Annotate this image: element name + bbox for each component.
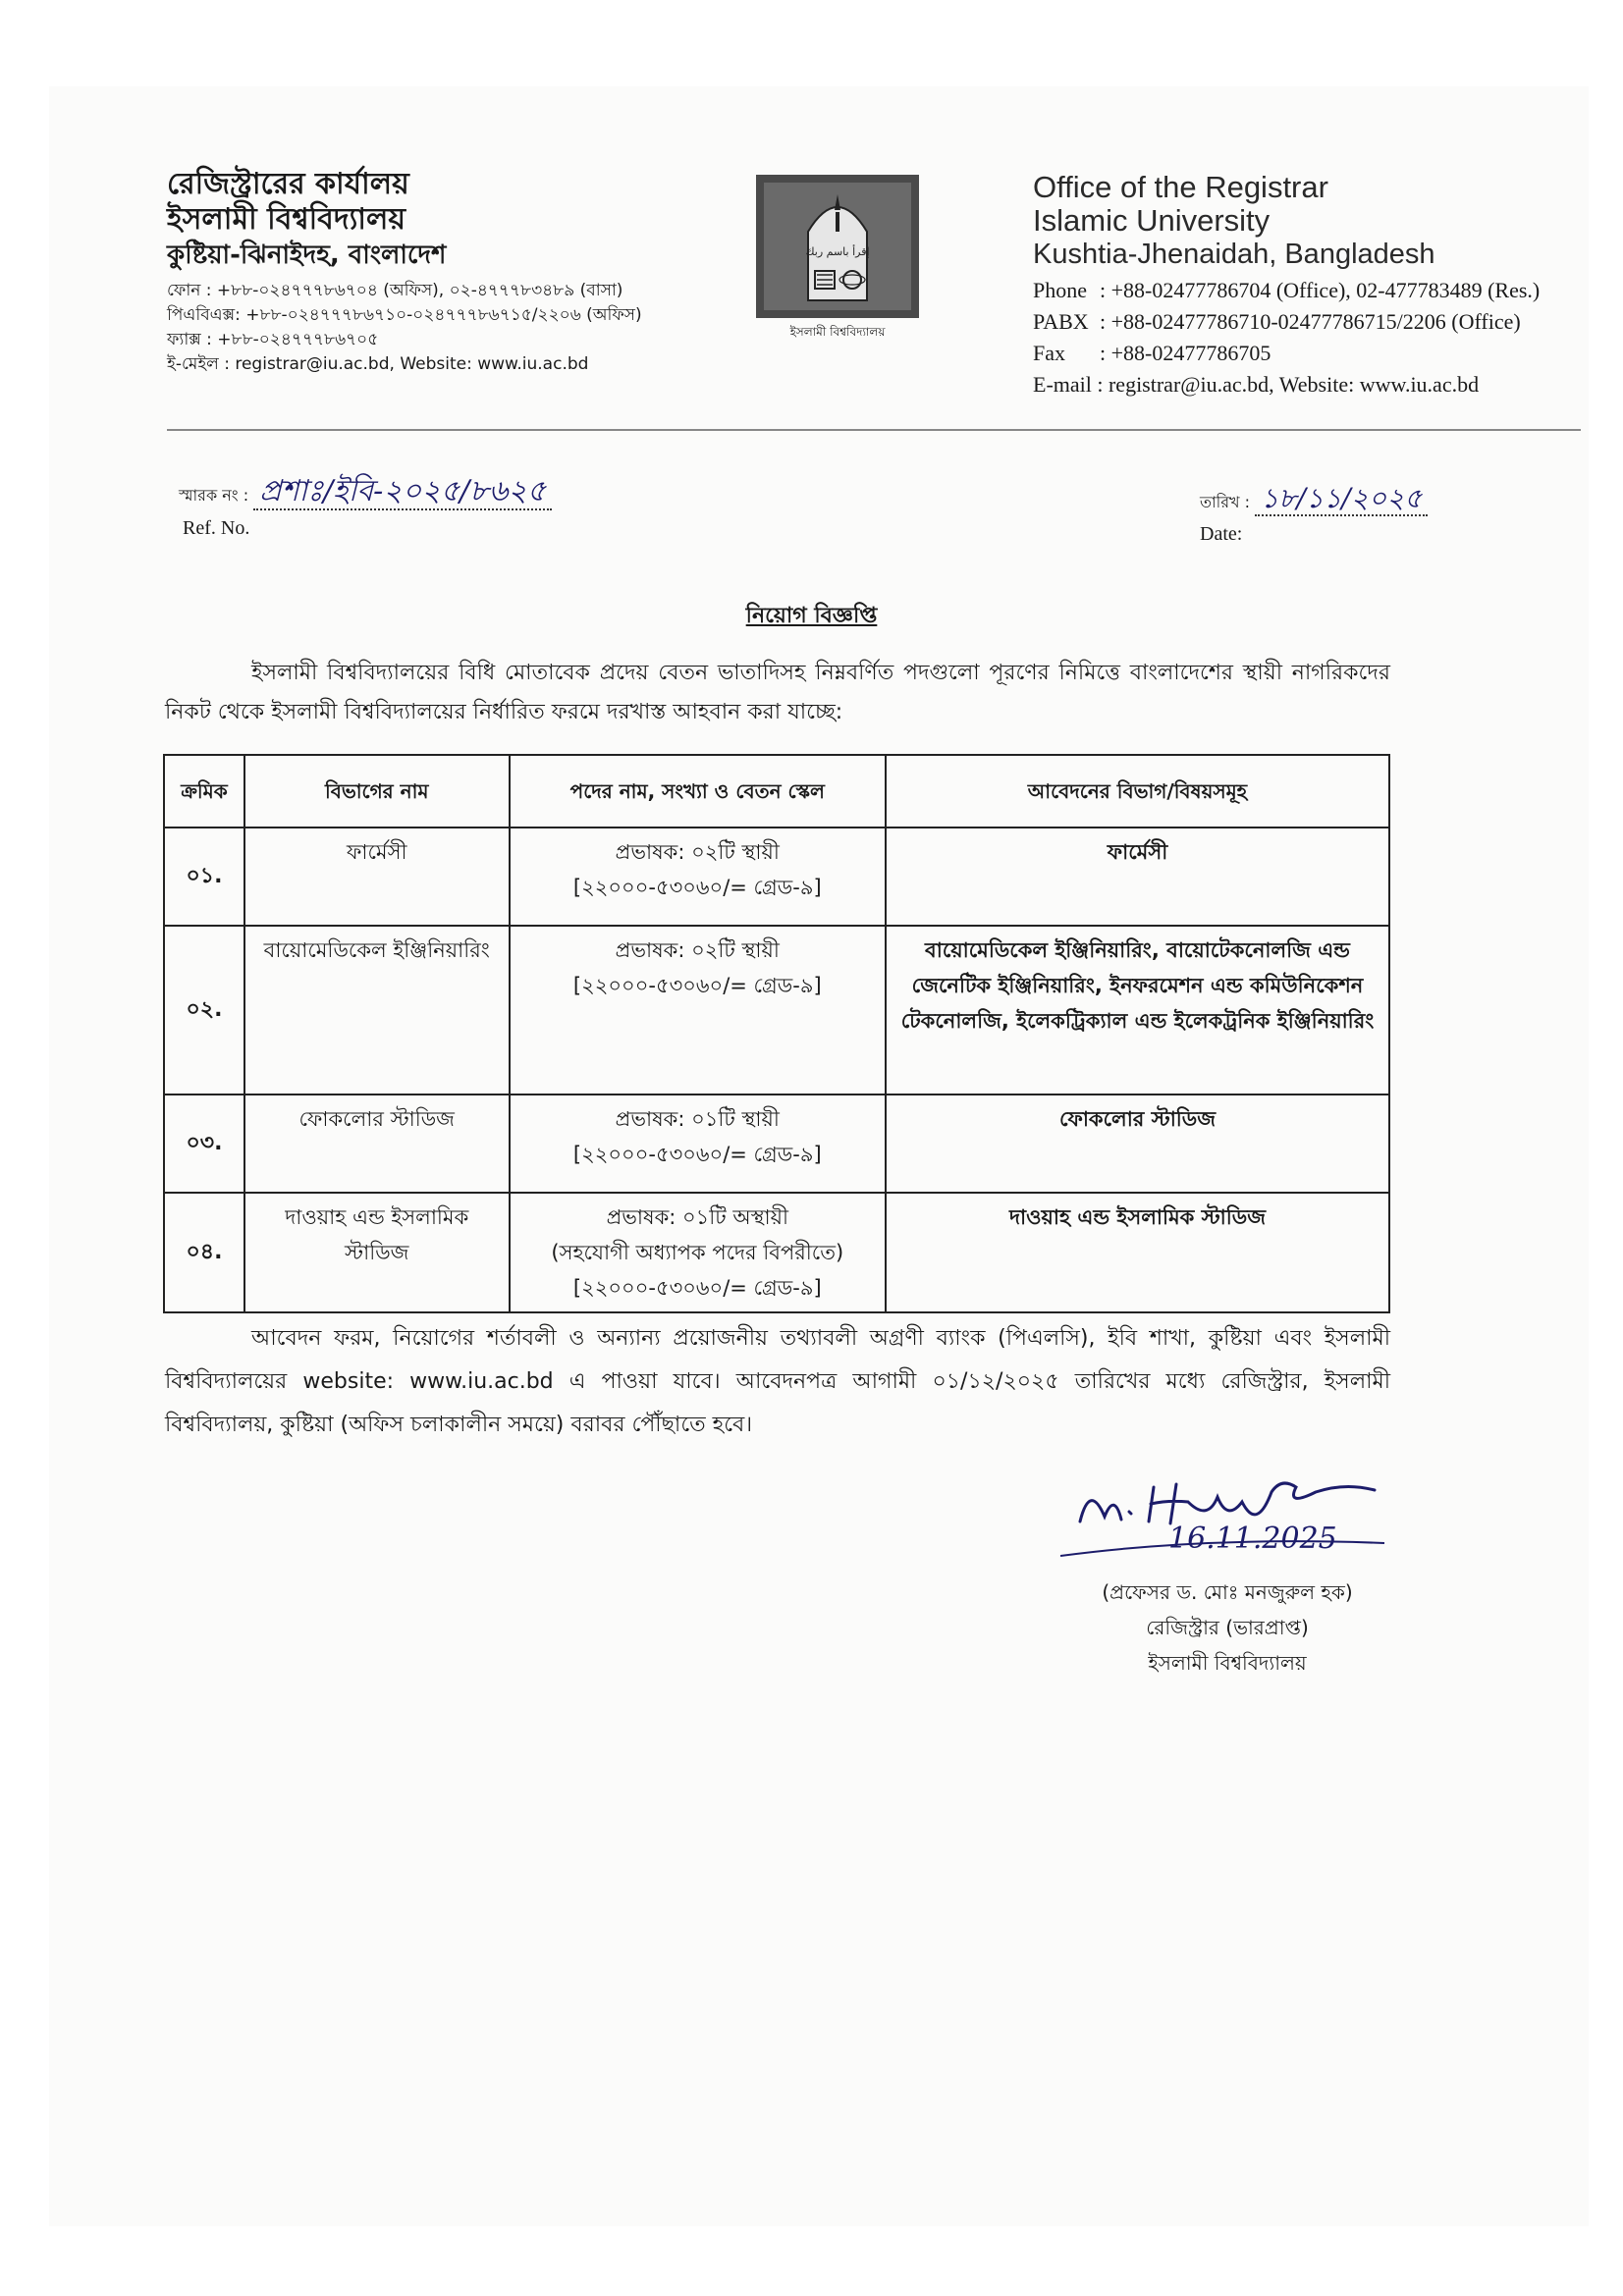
- phone-bn: ফোন : +৮৮-০২৪৭৭৭৮৬৭০৪ (অফিস), ০২-৪৭৭৭৮৩৪৮৯ (বাসা): [167, 281, 623, 300]
- row-serial: ০১.: [164, 828, 244, 926]
- closing-paragraph: আবেদন ফরম, নিয়োগের শর্তাবলী ও অন্যান্য প্রয়োজনীয় তথ্যাবলী অগ্রণী ব্যাংক (পিএলসি), ইবি শাখা, কুষ্টিয়া এবং ইসলামী বিশ্ববিদ্যালয়ের website: www.iu.ac.bd এ পাওয়া যাবে। আবেদনপত্র আগামী ০১/১২/২০২৫ তারিখের মধ্যে রেজিস্ট্রার, ইসলামী বিশ্ববিদ্যালয়, কুষ্টিয়া (অফিস চলাকালীন সময়ে) বরাবর পৌঁছাতে হবে।: [165, 1326, 1390, 1437]
- ref-label-bn: স্মারক নং :: [179, 486, 249, 505]
- row-department: ফার্মেসী: [244, 828, 510, 926]
- signatory: [1041, 1575, 1414, 1681]
- office-title-bn: রেজিস্ট্রারের কার্যালয়: [167, 167, 409, 201]
- vacancy-table: [163, 754, 1390, 1313]
- table-row: [164, 828, 1389, 926]
- pay-scale: [২২০০০-৫৩০৬০/= গ্রেড-৯]: [572, 1276, 822, 1300]
- svg-text:إقرأ باسم ربك: إقرأ باسم ربك: [805, 245, 870, 258]
- header-en: [1033, 171, 1540, 400]
- ref-number: [179, 467, 552, 540]
- pabx-bn: পিএবিএক্স: +৮৮-০২৪৭৭৭৮৬৭১০-০২৪৭৭৭৮৬৭১৫/২২০৬ (অফিস): [167, 305, 642, 325]
- row-post: [510, 926, 886, 1095]
- university-logo: [754, 173, 921, 339]
- col-subjects: আবেদনের বিভাগ/বিষয়সমূহ: [886, 755, 1389, 828]
- university-seal-icon: [754, 173, 921, 320]
- table-row: [164, 926, 1389, 1095]
- post-title: প্রভাষক: ০২টি স্থায়ী: [615, 840, 780, 864]
- col-department: বিভাগের নাম: [244, 755, 510, 828]
- fax-value: : +88-02477786705: [1100, 341, 1271, 365]
- signatory-institution: ইসলামী বিশ্ববিদ্যালয়: [1148, 1651, 1307, 1675]
- notice-title: নিয়োগ বিজ্ঞপ্তি: [745, 604, 878, 628]
- signatory-name: (প্রফেসর ড. মোঃ মনজুরুল হক): [1102, 1580, 1353, 1604]
- location-bn: কুষ্টিয়া-ঝিনাইদহ, বাংলাদেশ: [167, 240, 447, 270]
- row-department: বায়োমেডিকেল ইঞ্জিনিয়ারিং: [244, 926, 510, 1095]
- phone-en: [1033, 275, 1540, 306]
- row-serial: ০৩.: [164, 1095, 244, 1193]
- office-title-en: Office of the Registrar: [1033, 170, 1328, 204]
- logo-caption: ইসলামী বিশ্ববিদ্যালয়: [789, 325, 886, 339]
- row-department: দাওয়াহ এন্ড ইসলামিক স্টাডিজ: [244, 1193, 510, 1312]
- pay-scale: [২২০০০-৫৩০৬০/= গ্রেড-৯]: [572, 876, 822, 899]
- row-subjects: ফোকলোর স্টাডিজ: [886, 1095, 1389, 1193]
- pabx-value: : +88-02477786710-02477786715/2206 (Office): [1100, 309, 1521, 334]
- fax-bn: ফ্যাক্স : +৮৮-০২৪৭৭৭৮৬৭০৫: [167, 330, 379, 349]
- row-post: [510, 1095, 886, 1193]
- signatory-designation: রেজিস্ট্রার (ভারপ্রাপ্ত): [1146, 1616, 1309, 1639]
- col-serial: ক্রমিক: [164, 755, 244, 828]
- fax-en: [1033, 338, 1540, 369]
- col-post: পদের নাম, সংখ্যা ও বেতন স্কেল: [510, 755, 886, 828]
- header-bn: [167, 167, 642, 377]
- row-serial: ০২.: [164, 926, 244, 1095]
- notice-intro: ইসলামী বিশ্ববিদ্যালয়ের বিধি মোতাবেক প্রদেয় বেতন ভাতাদিসহ নিম্নবর্ণিত পদগুলো পূরণের নিমিত্তে বাংলাদেশের স্থায়ী নাগরিকদের নিকট থেকে ইসলামী বিশ্ববিদ্যালয়ের নির্ধারিত ফরমে দরখাস্ত আহবান করা যাচ্ছে:: [165, 661, 1390, 724]
- signature-date: 16.11.2025: [1168, 1522, 1337, 1556]
- table-header-row: [164, 755, 1389, 828]
- row-post: [510, 1193, 886, 1312]
- post-title: প্রভাষক: ০২টি স্থায়ী: [615, 938, 780, 962]
- email-bn: ই-মেইল : registrar@iu.ac.bd, Website: www.iu.ac.bd: [167, 354, 589, 374]
- ref-label-en: Ref. No.: [183, 517, 250, 539]
- fax-key: Fax: [1033, 341, 1065, 365]
- phone-key: Phone: [1033, 278, 1087, 302]
- row-post: [510, 828, 886, 926]
- university-name-bn: ইসলামী বিশ্ববিদ্যালয়: [167, 202, 406, 237]
- email-en: E-mail : registrar@iu.ac.bd, Website: www.iu.ac.bd: [1033, 372, 1480, 397]
- university-name-en: Islamic University: [1033, 203, 1271, 238]
- date-label-en: Date:: [1200, 523, 1243, 545]
- post-title: প্রভাষক: ০১টি অস্থায়ী: [606, 1205, 788, 1229]
- table-row: [164, 1193, 1389, 1312]
- phone-value: : +88-02477786704 (Office), 02-477783489 (Res.): [1100, 278, 1541, 302]
- row-department: ফোকলোর স্টাডিজ: [244, 1095, 510, 1193]
- post-title: প্রভাষক: ০১টি স্থায়ী: [615, 1107, 780, 1131]
- pay-scale: [২২০০০-৫৩০৬০/= গ্রেড-৯]: [572, 974, 822, 997]
- signature: [1060, 1463, 1394, 1571]
- ref-value: প্রশাঃ/ইবি-২০২৫/৮৬২৫: [253, 474, 552, 510]
- row-subjects: বায়োমেডিকেল ইঞ্জিনিয়ারিং, বায়োটেকনোলজি এন্ড জেনেটিক ইঞ্জিনিয়ারিং, ইনফরমেশন এন্ড কমিউনিকেশন টেকনোলজি, ইলেকট্রিক্যাল এন্ড ইলেকট্রনিক ইঞ্জিনিয়ারিং: [886, 926, 1389, 1095]
- notice-heading-row: [0, 599, 1623, 635]
- header-divider: [167, 429, 1581, 431]
- date-value: ১৮/১১/২০২৫: [1255, 482, 1428, 516]
- row-subjects: দাওয়াহ এন্ড ইসলামিক স্টাডিজ: [886, 1193, 1389, 1312]
- row-serial: ০৪.: [164, 1193, 244, 1312]
- row-subjects: ফার্মেসী: [886, 828, 1389, 926]
- location-en: Kushtia-Jhenaidah, Bangladesh: [1033, 239, 1435, 270]
- date-field: [1200, 477, 1428, 546]
- pabx-en: [1033, 306, 1540, 338]
- post-note: (সহযোগী অধ্যাপক পদের বিপরীতে): [551, 1241, 844, 1264]
- table-row: [164, 1095, 1389, 1193]
- pay-scale: [২২০০০-৫৩০৬০/= গ্রেড-৯]: [572, 1143, 822, 1166]
- pabx-key: PABX: [1033, 309, 1089, 334]
- date-label-bn: তারিখ :: [1200, 493, 1251, 511]
